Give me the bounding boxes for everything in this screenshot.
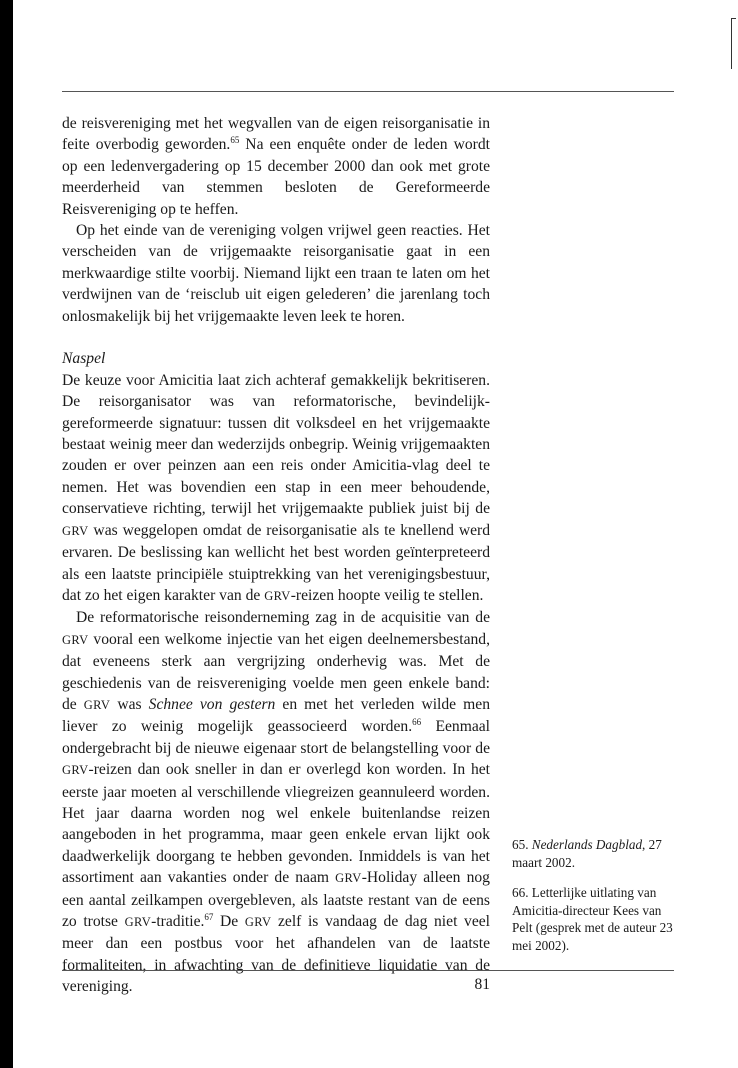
paragraph-4: De reformatorische reisonderneming zag in de acquisitie van de GRV vooral een welkome injectie van het eigen deelnemersbestand, dat eveneens sterk aan vergrijzing onderhevig was. Met de geschiedenis van de reisvereniging voelde men geen enkele band: de GRV was Schnee von gestern en met het verleden wilde men liever zo weinig mogelijk geassocieerd worden.$^{66}$ Eenmaal ondergebracht bij de nieuwe eigenaar stort de belangstelling voor de GRV-reizen dan ook sneller in dan er overlegd kon worden. In het eerste jaar moeten al verschillende vliegreizen geannuleerd worden. Het jaar daarna worden nog wel enkele buitenlandse reizen aangeboden in het programma, maar geen enkele ervan lijkt ook daadwerkelijk doorgang te hebben gevonden. Inmiddels is van het assortiment aan vakanties onder de naam GRV-Holiday alleen nog een aantal zeilkampen overgebleven, als laatste restant van de eens zo trotse GRV-traditie.$^{67}$ De GRV zelf is vandaag de dag niet veel meer dan een postbus voor het afhandelen van de laatste formaliteiten, in afwachting van de definitieve liquidatie van de vereniging. [62,609,490,996]
header-rule [62,91,674,92]
main-text-column [62,113,490,998]
footnote-ref-65: 65 [230,135,240,146]
footer-rule [62,970,674,971]
page-number: 81 [474,976,490,993]
paragraph-2: Op het einde van de vereniging volgen vrijwel geen reacties. Het verscheiden van de vrijgemaakte reisorganisatie gaat in een merkwaardige stilte voorbij. Niemand lijkt een traan te laten om het verdwijnen van de ‘reisclub uit eigen gelederen’ die jarenlang toch onlosmakelijk bij het vrijgemaakte leven leek te horen. [62,222,490,325]
footnote-66: 66. Letterlijke uitlating van Amicitia-directeur Kees van Pelt (gesprek met de auteur 23 mei 2002). [512,885,673,953]
crop-mark [731,18,736,69]
section-heading: Naspel [62,350,106,368]
footnote-ref-67: 67 [204,912,214,923]
footnote-65: 65. Nederlands Dagblad, 27 maart 2002. [512,837,662,870]
section-spacer [62,327,490,348]
page-binding-edge [0,0,13,1068]
footnote-ref-66: 66 [412,717,422,728]
footnotes-column [512,836,674,955]
paragraph-1: de reisvereniging met het wegvallen van de eigen reisorganisatie in feite overbodig geworden.$^{65}$ Na een enquête onder de leden wordt op een ledenvergadering op 15 december 2000 dan ook met grote meerderheid van stemmen besloten de Gereformeerde Reisvereniging op te heffen. [62,115,490,218]
paragraph-3: De keuze voor Amicitia laat zich achteraf gemakkelijk bekritiseren. De reisorganisator was van reformatorische, bevindelijk-gereformeerde signatuur: tussen dit volksdeel en het vrijgemaakte bestaat weinig meer dan wederzijds onbegrip. Weinig vrijgemaakten zouden er over peinzen aan een reis onder Amicitia-vlag deel te nemen. Het was bovendien een stap in een meer behoudende, conservatieve richting, terwijl het vrijgemaakte publiek juist bij de GRV was weggelopen omdat de reisorganisatie als te knellend werd ervaren. De beslissing kan wellicht het best worden geïnterpreteerd als een laatste principiële stuiptrekking van het verenigingsbestuur, dat zo het eigen karakter van de GRV-reizen hoopte veilig te stellen. [62,371,490,604]
